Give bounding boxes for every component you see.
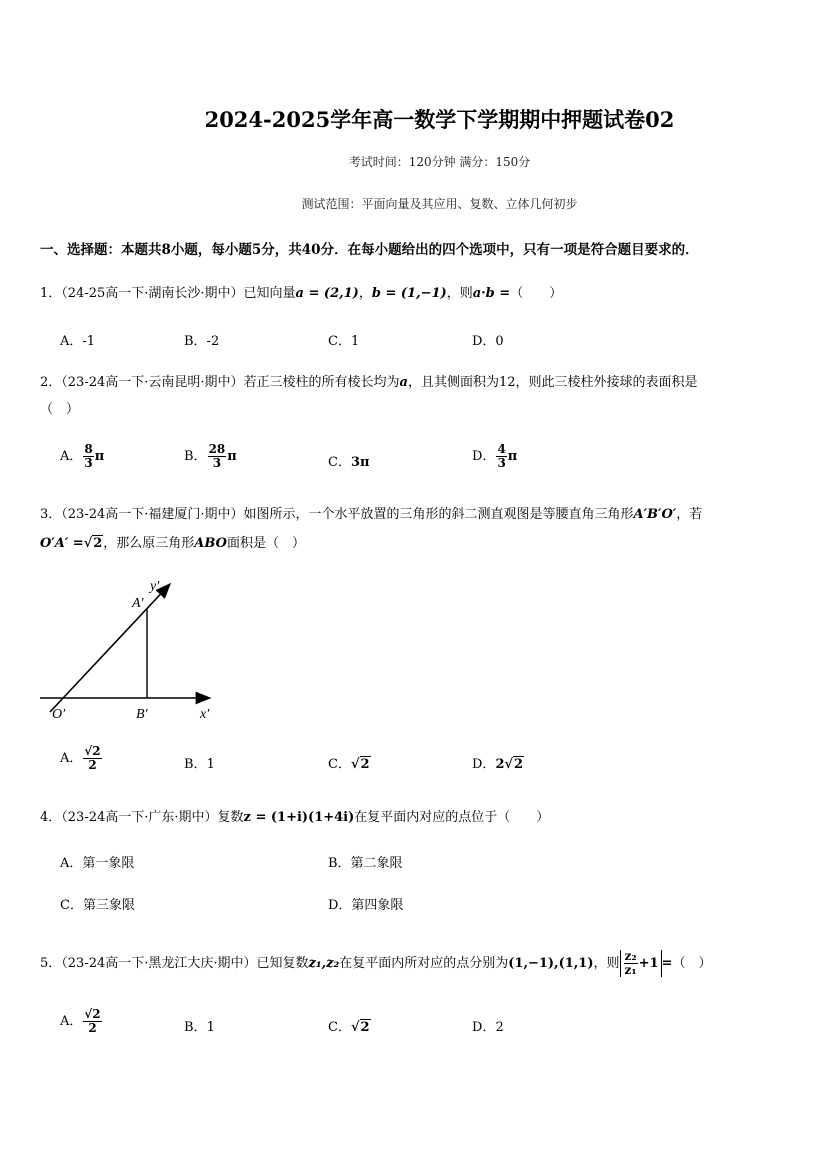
q5-text-a: 已知复数	[256, 956, 309, 971]
q3-option-a[interactable]: A． $\frac{√2}{2}$	[60, 744, 101, 772]
q5-points: (1,−1),(1,1)	[508, 956, 594, 971]
q5-option-d[interactable]: D．2	[472, 1020, 504, 1035]
q5-num: 5．	[40, 956, 62, 971]
q2-option-a[interactable]: A． $\frac{8}{3}$ π	[60, 442, 105, 470]
q5-tail: （ ）	[672, 956, 712, 971]
fraction: $\frac{4}{3}$	[497, 442, 506, 470]
q2-option-c[interactable]: C．3π	[328, 455, 370, 470]
q1-option-c[interactable]: C．1	[328, 334, 360, 349]
q1-expr: a·b =	[472, 286, 511, 301]
fraction: $\frac{8}{3}$	[84, 442, 93, 470]
q4-num: 4．	[40, 810, 62, 825]
q1-vec-a: a = (2,1)	[295, 286, 359, 301]
q2-option-d[interactable]: D． $\frac{4}{3}$ π	[472, 442, 518, 470]
q3-text-c: ，那么原三角形	[103, 536, 195, 551]
sqrt: √2	[350, 757, 370, 772]
q2-line2: （ ）	[40, 402, 80, 417]
y-axis	[50, 584, 170, 712]
label-a: A′	[132, 596, 144, 611]
q4-option-d[interactable]: D．第四象限	[328, 898, 404, 913]
sqrt: √2	[350, 1020, 370, 1035]
q5-vars: z₁,z₂	[308, 956, 340, 971]
q1-vec-b: b = (1,−1)	[371, 286, 447, 301]
exam-scope: 测试范围：平面向量及其应用、复数、立体几何初步	[301, 197, 578, 211]
q5-source: （23-24高一下·黑龙江大庆·期中）	[61, 956, 257, 971]
label-x: x′	[200, 707, 210, 722]
q3-source: （23-24高一下·福建厦门·期中）	[61, 507, 244, 522]
q4-option-a[interactable]: A．第一象限	[60, 856, 135, 871]
q1-comma: ，	[358, 286, 372, 301]
q1-text-b: ，则	[446, 286, 473, 301]
q4-source: （23-24高一下·广东·期中）	[61, 810, 218, 825]
q4-text-b: 在复平面内对应的点位于（ ）	[354, 810, 550, 825]
q3-line2	[40, 532, 305, 551]
q1-source: （24-25高一下·湖南长沙·期中）	[61, 286, 244, 301]
label-b: B′	[136, 707, 148, 722]
label-y: y′	[150, 579, 160, 594]
q4-expr: z = (1+i)(1+4i)	[243, 810, 355, 825]
q1-text-a: 已知向量	[243, 286, 296, 301]
q1-num: 1．	[40, 286, 62, 301]
exam-info: 考试时间：120分钟 满分：150分	[348, 155, 531, 169]
q1-option-d[interactable]: D．0	[472, 334, 504, 349]
q1-option-b[interactable]: B．-2	[184, 334, 220, 349]
sqrt: √2	[504, 757, 524, 772]
oblique-triangle-figure	[36, 572, 226, 722]
q5-text-b: 在复平面内所对应的点分别为	[339, 956, 509, 971]
q4-text-a: 复数	[217, 810, 244, 825]
q5-option-a[interactable]: A． $\frac{√2}{2}$	[60, 1007, 101, 1035]
fraction: $\frac{28}{3}$	[208, 442, 226, 470]
q5-option-b[interactable]: B．1	[184, 1020, 215, 1035]
sqrt: √2	[83, 536, 103, 551]
q3-text-b: ，若	[676, 507, 703, 522]
question-2	[40, 371, 698, 390]
q4-option-c[interactable]: C．第三象限	[60, 898, 135, 913]
q3-text-d: 面积是（ ）	[226, 536, 305, 551]
q2-text-b: ，且其侧面积为12，则此三棱柱外接球的表面积是	[407, 375, 698, 390]
question-3	[40, 503, 702, 522]
q2-var: a	[399, 375, 408, 390]
q2-text-a: 若正三棱柱的所有棱长均为	[243, 375, 400, 390]
q2-num: 2．	[40, 375, 62, 390]
q1-option-a[interactable]: A．-1	[60, 334, 96, 349]
q1-tail: （ ）	[510, 286, 563, 301]
q2-option-b[interactable]: B． $\frac{28}{3}$ π	[184, 442, 237, 470]
question-5: 5．（23-24高一下·黑龙江大庆·期中）已知复数z₁,z₂在复平面内所对应的点分别为(1,−1),(1,1)，则 $\frac{\text{z₂}}{\text{z₁}}$ +1 =（ ）	[40, 949, 712, 977]
q3-option-c[interactable]: C．√2	[328, 757, 370, 772]
fraction: $\frac{√2}{2}$	[84, 744, 101, 772]
q5-text-c: ，则	[593, 956, 620, 971]
page-title: 2024-2025学年高一数学下学期期中押题试卷02	[204, 107, 675, 132]
fraction: $\frac{√2}{2}$	[84, 1007, 101, 1035]
question-4	[40, 806, 549, 825]
q3-tri: A′B′O′	[633, 507, 677, 522]
q3-option-d[interactable]: D．2√2	[472, 757, 524, 772]
question-1	[40, 282, 562, 301]
q3-tri2: ABO	[194, 536, 227, 551]
q3-option-b[interactable]: B．1	[184, 757, 215, 772]
q3-text-a: 如图所示，一个水平放置的三角形的斜二测直观图是等腰直角三角形	[243, 507, 634, 522]
q4-option-b[interactable]: B．第二象限	[328, 856, 403, 871]
section-heading: 一、选择题：本题共8小题，每小题5分，共40分．在每小题给出的四个选项中，只有一项是符合题目要求的．	[40, 242, 699, 258]
q3-eq-lhs: O′A′ =	[40, 536, 84, 551]
fraction: $\frac{\text{z₂}}{\text{z₁}}$	[624, 949, 637, 977]
label-o: O′	[52, 707, 66, 722]
q3-num: 3．	[40, 507, 62, 522]
q5-option-c[interactable]: C．√2	[328, 1020, 370, 1035]
q5-abs-expr: $\frac{\text{z₂}}{\text{z₁}}$ +1	[620, 950, 662, 977]
q2-source: （23-24高一下·云南昆明·期中）	[61, 375, 244, 390]
